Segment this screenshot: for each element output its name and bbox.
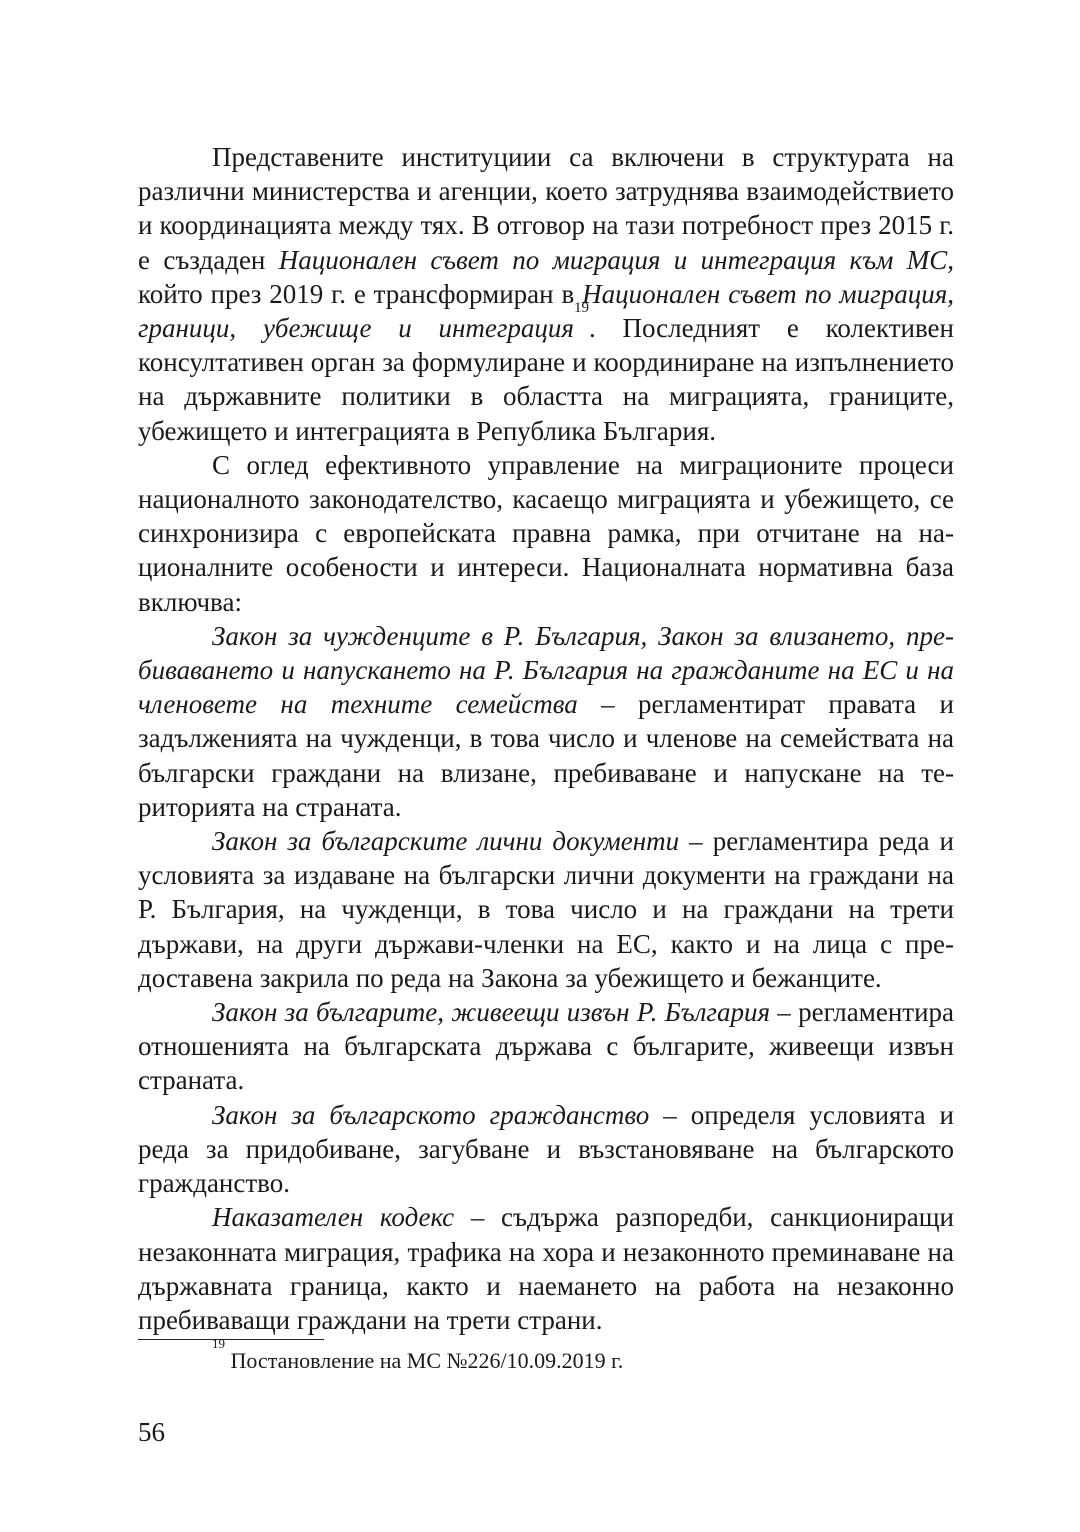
italic-segment: Закон за чужденците в Р. България, Закон за влизането, пребиваването и напускането на Р. България на гражданите на ЕС и на членовете на техните семейства <box>138 620 954 720</box>
italic-segment: Закон за българските лични документи <box>212 826 680 857</box>
text-segment: – регламентира отношенията на българската държава с българите, живеещи извън страната. <box>138 997 954 1096</box>
paragraph <box>138 824 954 995</box>
paragraph <box>138 619 954 824</box>
text-segment: – определя условията и реда за придобиване, загубване и възстановяване на българското гражданство. <box>138 1099 954 1199</box>
paragraph <box>138 448 954 619</box>
paragraph <box>138 995 954 1098</box>
paragraph <box>138 1098 954 1201</box>
italic-segment: Национален съвет по миграция и интеграция към МС, <box>278 244 955 275</box>
text-segment: С оглед ефективното управление на миграционите процеси националното законодателство, касаещо миграцията и убежището, се синхронизира с европейската правна рамка, при отчитане на националните особености и интереси. Националната нормативна база включва: <box>138 449 954 617</box>
page-body <box>138 140 954 1337</box>
text-segment: . Последният е колективен консултативен орган за формулиране и координиране на изпълнението на държавните политики в областта на миграцията, границите, убежището и интеграцията в Република България. <box>138 313 954 446</box>
text-segment: – регламентира реда и условията за издаване на български лични документи на граждани на Р. България, на чужденци, в това число и на граждани на трети държави, на други държави-членки на ЕС, както и на лица с предоставена закрила по реда на Закона за убежището и бежанците. <box>138 826 954 993</box>
footnote-reference[interactable]: 19 <box>573 300 589 317</box>
italic-segment: Наказателен кодекс <box>212 1202 455 1233</box>
page-number: 56 <box>138 1417 165 1447</box>
text-segment: – съдържа разпоредби, санкциониращи незаконната миграция, трафика на хора и незаконното преминаване на държавната граница, както и наемането на работа на незаконно пребиваващи граждани на трети страни. <box>138 1202 954 1335</box>
footnote-divider <box>138 1339 324 1340</box>
text-segment: Представените институциии са включени в структурата на различни министерства и агенции, което затруднява взаимодействието и координацията между тях. В отговор на тази потребност през 2015 г. е създаден <box>138 142 954 275</box>
text-segment: който през 2019 г. е трансформиран в <box>138 278 583 309</box>
italic-segment: Закон за българите, живеещи извън Р. България <box>212 997 770 1028</box>
paragraph <box>138 140 954 448</box>
italic-segment: Национален съвет по миграция, граници, убежище и интеграция <box>138 278 954 344</box>
italic-segment: Закон за българското гражданство <box>212 1099 650 1130</box>
footnote-number: 19 <box>212 1336 225 1351</box>
text-segment: – регламентират правата и задълженията на чужденци, в това число и членове на семействата на български граждани на влизане, пребиваване и напускане на територията на страната. <box>138 689 954 822</box>
footnote-text: Постановление на МС №226/10.09.2019 г. <box>225 1348 624 1373</box>
paragraph <box>138 1200 954 1337</box>
footnote <box>212 1336 624 1376</box>
